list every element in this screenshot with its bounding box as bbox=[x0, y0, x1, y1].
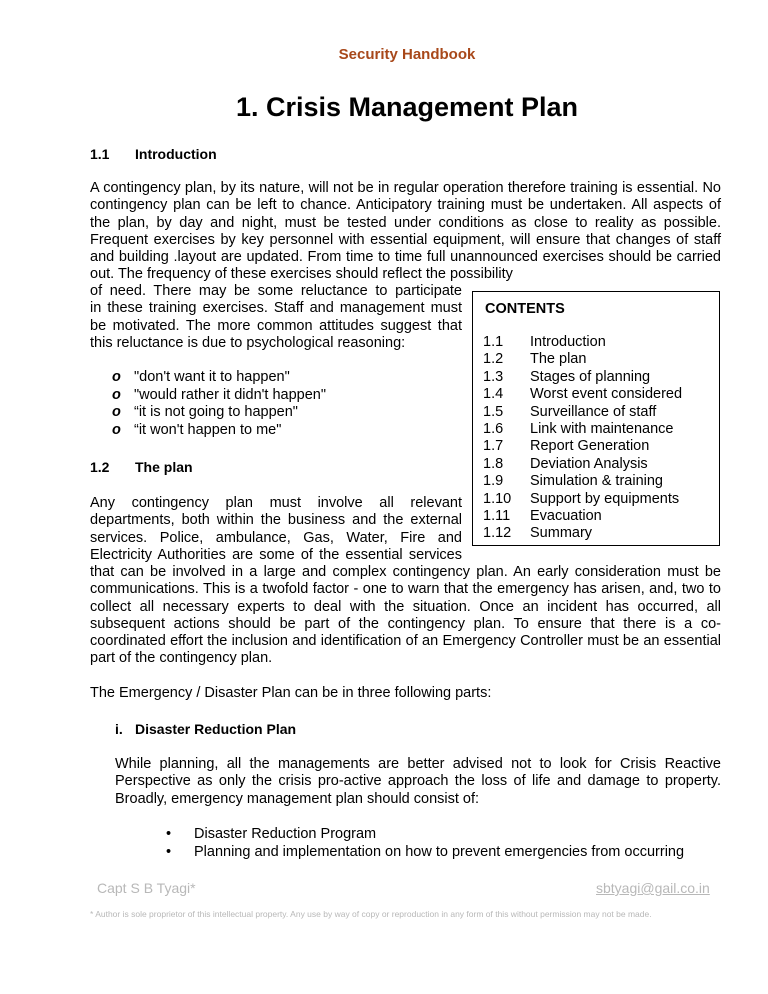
list-text: "would rather it didn't happen" bbox=[134, 386, 327, 403]
part-i-paragraph bbox=[115, 756, 721, 808]
toc-number: 1.3 bbox=[483, 368, 504, 385]
toc-number: 1.4 bbox=[483, 386, 504, 403]
section-heading-the-plan bbox=[90, 459, 390, 477]
intro-text: A contingency plan, by its nature, will not be in regular operation therefore training is essential. No contingency plan can be left to chance. Anticipatory training must be undertaken. All aspects of the plan, by day and night, must be tested under conditions as close to reality as possible. Frequent exercises by key personnel with essential equipment, will ensure that changes of staff and building .layout are updated. From time to time full unannounced exercises should be carried out. The frequency of these exercises should reflect the possibility bbox=[90, 180, 721, 283]
list-text: “it won't happen to me" bbox=[134, 421, 282, 438]
section-number: 1.2 bbox=[90, 459, 110, 475]
toc-label: Deviation Analysis bbox=[530, 455, 648, 472]
list-text: "don't want it to happen" bbox=[134, 369, 290, 385]
toc-number: 1.8 bbox=[483, 455, 504, 472]
plan-wrap-line: Electricity Authorities are some of the essential services bbox=[90, 546, 462, 563]
toc-number: 1.10 bbox=[483, 490, 512, 507]
contents-box bbox=[472, 291, 720, 546]
toc-label: Simulation & training bbox=[530, 473, 663, 490]
toc-label: Support by equipments bbox=[530, 490, 680, 507]
toc-label: Summary bbox=[530, 525, 593, 542]
plan-text: that can be involved in a large and complex contingency plan. An early consideration must be communications. This is a twofold factor - one to warn that the emergency has arisen, and, two to collect all necessary experts to deal with the situation. Once an incident has occurred, all subsequent actions should be part of the contingency plan. To ensure that there is a co-coordinated effort the inclusion and identification of an Emergency Controller must be an essential part of the contingency plan. bbox=[90, 564, 721, 667]
toc-label: Introduction bbox=[530, 334, 606, 350]
toc-number: 1.5 bbox=[483, 403, 504, 420]
list-marker: o bbox=[112, 404, 121, 420]
intro-wrap-line: this reluctance is due to psychological reasoning: bbox=[90, 334, 406, 351]
list-marker: o bbox=[112, 369, 121, 385]
toc-number: 1.9 bbox=[483, 473, 504, 490]
plan-paragraph bbox=[90, 564, 721, 668]
toc-label: Worst event considered bbox=[530, 386, 683, 403]
section-label: The plan bbox=[135, 459, 193, 475]
toc-label: Stages of planning bbox=[530, 368, 651, 385]
footer-disclaimer: * Author is sole proprietor of this intellectual property. Any use by way of copy or reproduction in any form of this without permission may not be made. bbox=[90, 909, 652, 919]
part-label: Disaster Reduction Plan bbox=[135, 721, 297, 737]
list-text: Disaster Reduction Program bbox=[194, 826, 377, 842]
toc-label: Report Generation bbox=[530, 438, 650, 455]
contents-title: CONTENTS bbox=[485, 301, 565, 317]
toc-label: Surveillance of staff bbox=[530, 403, 657, 420]
list-marker: o bbox=[112, 386, 121, 403]
intro-wrap-line: of need. There may be some reluctance to participate bbox=[90, 283, 462, 299]
list-text: Planning and implementation on how to prevent emergencies from occurring bbox=[194, 844, 685, 860]
footer-author: Capt S B Tyagi* bbox=[97, 880, 196, 896]
toc-label: Evacuation bbox=[530, 508, 602, 524]
intro-wrap-line: be motivated. The more common attitudes suggest that bbox=[90, 317, 462, 334]
bullet-icon: • bbox=[166, 844, 172, 860]
toc-label: Link with maintenance bbox=[530, 421, 674, 437]
list-text: “it is not going to happen" bbox=[134, 404, 298, 420]
toc-number: 1.11 bbox=[483, 508, 511, 524]
part-i-text: While planning, all the managements are better advised not to look for Crisis Reactive Perspective as only the crisis pro-active approach the loss of life and damage to property. Broadly, emergency management plan should consist of: bbox=[115, 756, 721, 807]
part-i-heading bbox=[115, 721, 415, 739]
parts-intro: The Emergency / Disaster Plan can be in three following parts: bbox=[90, 685, 492, 701]
section-number: 1.1 bbox=[90, 146, 110, 162]
intro-wrap-line: in these training exercises. Staff and management must bbox=[90, 300, 462, 317]
list-marker: o bbox=[112, 421, 121, 438]
page-title: 1. Crisis Management Plan bbox=[235, 92, 579, 122]
running-header: Security Handbook bbox=[338, 46, 476, 63]
toc-number: 1.1 bbox=[483, 334, 504, 350]
attitudes-list bbox=[112, 369, 452, 441]
intro-paragraph bbox=[90, 180, 721, 284]
section-heading-introduction bbox=[90, 146, 390, 164]
bullet-list bbox=[166, 826, 726, 862]
toc-number: 1.6 bbox=[483, 421, 504, 437]
footer-email-link[interactable]: sbtyagi@gail.co.in bbox=[596, 880, 710, 896]
plan-wrap-line: departments, both within the business and the external bbox=[90, 512, 462, 529]
part-number: i. bbox=[115, 721, 123, 737]
plan-wrap-line: services. Police, ambulance, Gas, Water, Fire and bbox=[90, 529, 462, 546]
toc-number: 1.12 bbox=[483, 525, 512, 542]
section-label: Introduction bbox=[135, 146, 217, 162]
toc-label: The plan bbox=[530, 351, 587, 368]
toc-number: 1.2 bbox=[483, 351, 504, 368]
toc-number: 1.7 bbox=[483, 438, 504, 455]
plan-wrap-line: Any contingency plan must involve all relevant bbox=[90, 495, 462, 511]
bullet-icon: • bbox=[166, 826, 172, 842]
